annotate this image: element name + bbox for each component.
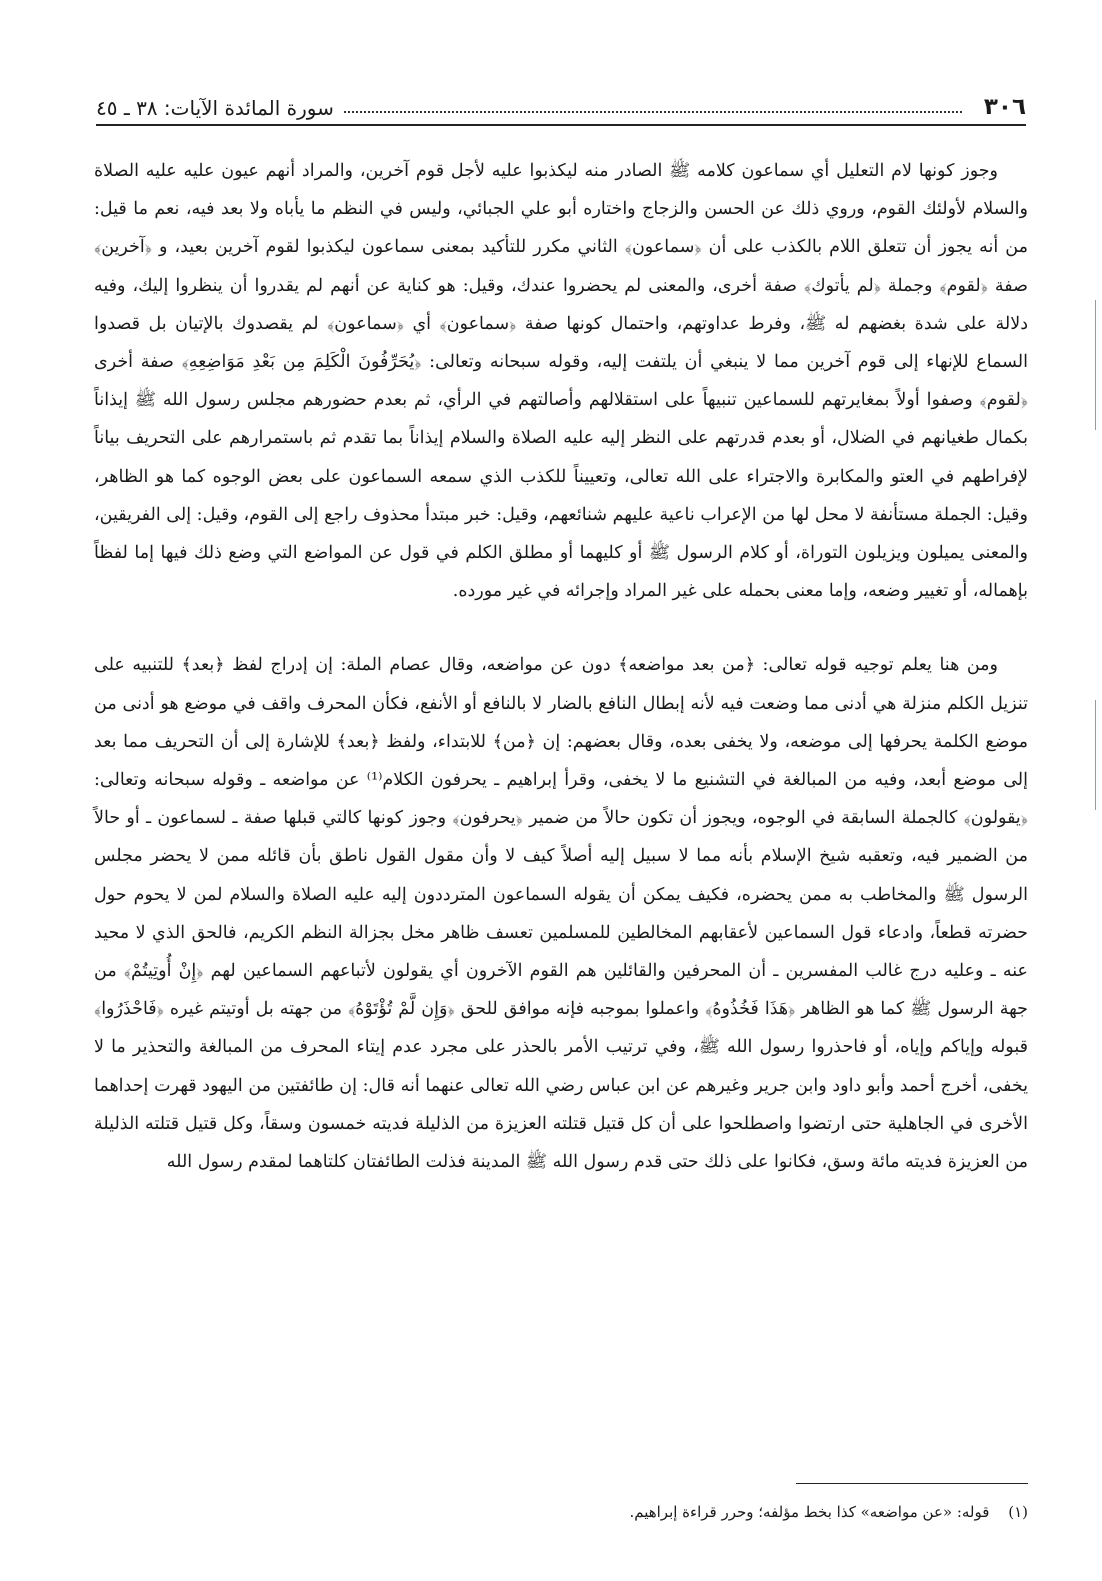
paragraph-1: وجوز كونها لام التعليل أي سماعون كلامه ﷺ الصادر منه ليكذبوا عليه لأجل قوم آخرين، والمراد أنهم عيون عليه عليه الصلاة والسلام لأولئك القوم، وروي ذلك عن الحسن والزجاج واختاره أبو علي الجبائي، وليس في النظم ما يأباه ولا بعد فيه، نعم ما قيل: من أنه يجوز أن تتعلق اللام بالكذب على أن ﴿سماعون﴾ الثاني مكرر للتأكيد بمعنى سماعون ليكذبوا لقوم آخرين بعيد، و ﴿آخرين﴾ صفة ﴿لقوم﴾ وجملة ﴿لم يأتوك﴾ صفة أخرى، والمعنى لم يحضروا عندك، وقيل: هو كناية عن أنهم لم يقدروا أن ينظروا إليك، وفيه دلالة على شدة بغضهم له ﷺ، وفرط عداوتهم، واحتمال كونها صفة ﴿سماعون﴾ أي ﴿سماعون﴾ لم يقصدوك بالإتيان بل قصدوا السماع للإنهاء إلى قوم آخرين مما لا ينبغي أن يلتفت إليه، وقوله سبحانه وتعالى: ﴿يُحَرِّفُونَ الْكَلِمَ مِن بَعْدِ مَوَاضِعِهِ﴾ صفة أخرى ﴿لقوم﴾ وصفوا أولاً بمغايرتهم للسماعين تنبيهاً على استقلالهم وأصالتهم في الرأي، ثم بعدم حضورهم مجلس رسول الله ﷺ إيذاناً بكمال طغيانهم في الضلال، أو بعدم قدرتهم على النظر إليه عليه الصلاة والسلام إيذاناً بما تقدم ثم باستمرارهم على التحريف بياناً لإفراطهم في العتو والمكابرة والاجتراء على الله تعالى، وتعييناً للكذب الذي سمعه السماعون على بعض الوجوه كما هو الظاهر، وقيل: الجملة مستأنفة لا محل لها من الإعراب ناعية عليهم شنائعهم، وقيل: خبر مبتدأ محذوف راجع إلى القوم، وقيل: إلى الفريقين، والمعنى يميلون ويزيلون التوراة، أو كلام الرسول ﷺ أو كليهما أو مطلق الكلم في قول عن المواضع التي وضع ذلك فيها إما لفظاً بإهماله، أو تغيير وضعه، وإما معنى بحمله على غير المراد وإجرائه في غير مورده. xyxy=(94,161,1028,602)
footnote-text: قوله: «عن مواضعه» كذا بخط مؤلفه؛ وحرر قراءة إبراهيم. xyxy=(629,1503,990,1521)
main-text xyxy=(94,152,1028,1181)
footnote-marker: (١) xyxy=(1008,1503,1028,1521)
paragraph-2: ومن هنا يعلم توجيه قوله تعالى: ﴿من بعد مواضعه﴾ دون عن مواضعه، وقال عصام الملة: إن إدراج لفظ ﴿بعد﴾ للتنبيه على تنزيل الكلم منزلة هي أدنى مما وضعت فيه لأنه إبطال النافع بالضار لا بالنافع أو الأنفع، فكأن المحرف واقف في موضع هو أدنى من موضع الكلمة يحرفها إلى موضعه، ولا يخفى بعده، وقال بعضهم: إن ﴿من﴾ للابتداء، ولفظ ﴿بعد﴾ للإشارة إلى أن التحريف مما بعد إلى موضع أبعد، وفيه من المبالغة في التشنيع ما لا يخفى، وقرأ إبراهيم ـ يحرفون الكلام⁽¹⁾ عن مواضعه ـ وقوله سبحانه وتعالى: ﴿يقولون﴾ كالجملة السابقة في الوجوه، ويجوز أن تكون حالاً من ضمير ﴿يحرفون﴾ وجوز كونها كالتي قبلها صفة ـ لسماعون ـ أو حالاً من الضمير فيه، وتعقبه شيخ الإسلام بأنه مما لا سبيل إليه أصلاً كيف لا وأن مقول القول ناطق بأن قائله ممن لا يحضر مجلس الرسول ﷺ والمخاطب به ممن يحضره، فكيف يمكن أن يقوله السماعون المترددون إليه عليه الصلاة والسلام لمن لا يحوم حول حضرته قطعاً، وادعاء قول السماعين لأعقابهم المخالطين للمسلمين تعسف ظاهر مخل بجزالة النظم الكريم، فالحق الذي لا محيد عنه ـ وعليه درج غالب المفسرين ـ أن المحرفين والقائلين هم القوم الآخرون أي يقولون لأتباعهم السماعين لهم ﴿إِنْ أُوتِيتُمْ﴾ من جهة الرسول ﷺ كما هو الظاهر ﴿هَذَا فَخُذُوهُ﴾ واعملوا بموجبه فإنه موافق للحق ﴿وَإِن لَّمْ تُؤْتَوْهُ﴾ من جهته بل أوتيتم غيره ﴿فَاحْذَرُوا﴾ قبوله وإياكم وإياه، أو فاحذروا رسول الله ﷺ، وفي ترتيب الأمر بالحذر على مجرد عدم إيتاء المحرف من المبالغة والتحذير ما لا يخفى، أخرج أحمد وأبو داود وابن جرير وغيرهم عن ابن عباس رضي الله تعالى عنهما أنه قال: إن طائفتين من اليهود قهرت إحداهما الأخرى في الجاهلية حتى ارتضوا واصطلحوا على أن كل قتيل قتلته العزيزة من الذليلة فديته خمسون وسقاً، وكل قتيل قتلته الذليلة من العزيزة فديته مائة وسق، فكانوا على ذلك حتى قدم رسول الله ﷺ المدينة فذلت الطائفتان كلتاهما لمقدم رسول الله xyxy=(94,655,1028,1173)
margin-line xyxy=(1095,700,1096,810)
footnote-separator xyxy=(796,1483,1028,1484)
dotted-leader xyxy=(344,111,962,113)
margin-line xyxy=(1095,300,1096,430)
page-number: ٣٠٦ xyxy=(983,94,1026,120)
running-header xyxy=(96,86,1026,126)
chapter-title: سورة المائدة الآيات: ٣٨ ـ ٤٥ xyxy=(96,96,334,120)
footnote xyxy=(94,1498,1028,1526)
